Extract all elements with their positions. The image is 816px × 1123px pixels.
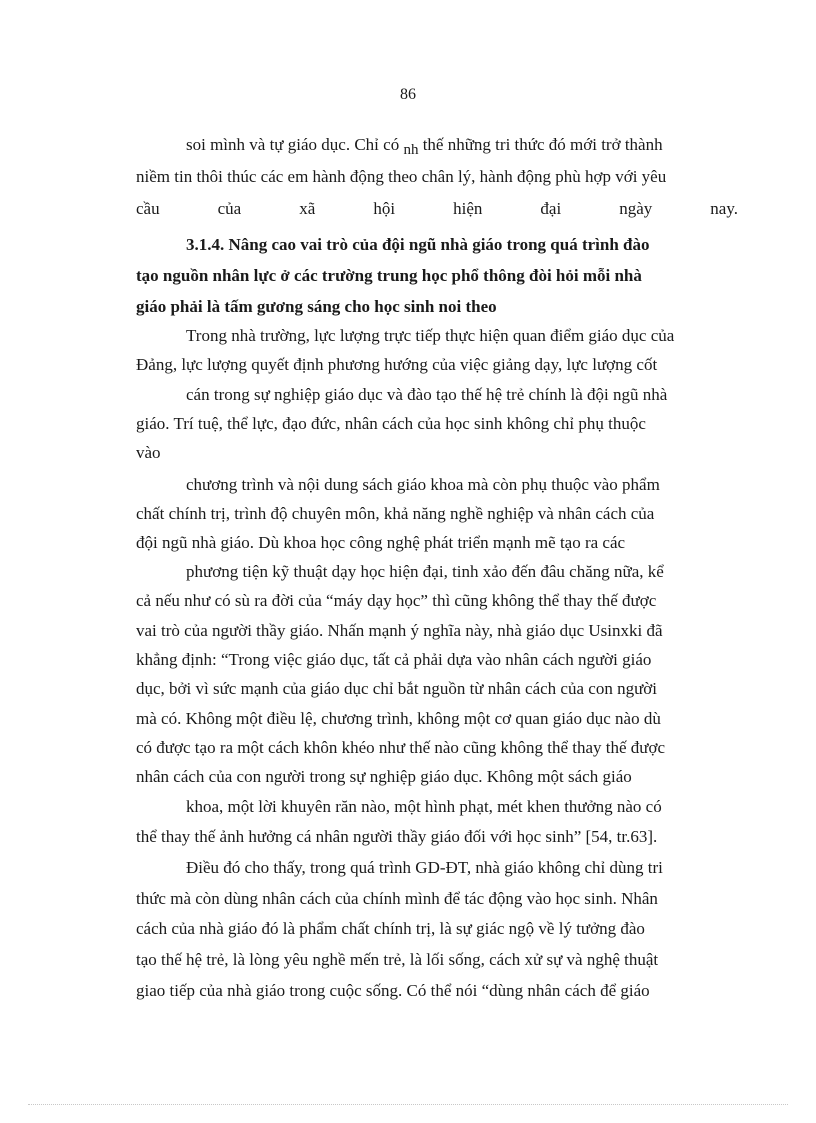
text-line: Trong nhà trường, lực lượng trực tiếp thực hiện quan điểm giáo dục của (186, 326, 675, 345)
text-line: đội ngũ nhà giáo. Dù khoa học công nghệ phát triển mạnh mẽ tạo ra các (136, 533, 626, 552)
word: cầu (136, 199, 160, 218)
word: xã (299, 199, 316, 218)
text-line: tạo thế hệ trẻ, là lòng yêu nghề mến trẻ, là lối sống, cách xử sự và nghệ thuật (136, 950, 659, 969)
word: hội (373, 199, 396, 218)
text-line: dục, bởi vì sức mạnh của giáo dục chỉ bắt nguồn từ nhân cách của con người (136, 679, 657, 698)
word: nay. (710, 199, 738, 218)
page-number: 86 (400, 86, 416, 103)
text-line: cán trong sự nghiệp giáo dục và đào tạo thế hệ trẻ chính là đội ngũ nhà (186, 385, 668, 404)
text-line: chất chính trị, trình độ chuyên môn, khả năng nghề nghiệp và nhân cách của (136, 504, 655, 523)
text-span: soi mình và tự giáo dục. Chỉ có (186, 135, 400, 154)
text-line: thức mà còn dùng nhân cách của chính mình để tác động vào học sinh. Nhân (136, 889, 658, 908)
word: hiện (453, 199, 483, 218)
text-line: khẳng định: “Trong việc giáo dục, tất cả phải dựa vào nhân cách người giáo (136, 650, 652, 669)
text-fragment: nh (403, 142, 419, 158)
text-line: Điều đó cho thấy, trong quá trình GD-ĐT, nhà giáo không chỉ dùng tri (186, 858, 663, 877)
text-line: giáo. Trí tuệ, thể lực, đạo đức, nhân cách của học sinh không chỉ phụ thuộc (136, 414, 646, 433)
text-line (186, 134, 663, 157)
section-heading: giáo phải là tấm gương sáng cho học sinh noi theo (136, 297, 497, 316)
section-heading: tạo nguồn nhân lực ở các trường trung học phổ thông đòi hỏi mỗi nhà (136, 266, 642, 285)
text-line: vai trò của người thầy giáo. Nhấn mạnh ý nghĩa này, nhà giáo dục Usinxki đã (136, 621, 663, 640)
word: ngày (619, 199, 653, 218)
text-span: thế những tri thức đó mới trở thành (418, 135, 663, 154)
text-line: cách của nhà giáo đó là phẩm chất chính trị, là sự giác ngộ về lý tưởng đào (136, 919, 645, 938)
text-line: thể thay thế ảnh hưởng cá nhân người thầy giáo đối với học sinh” [54, tr.63]. (136, 827, 658, 846)
page-bottom-rule (28, 1104, 788, 1105)
text-line: Đảng, lực lượng quyết định phương hướng của việc giảng dạy, lực lượng cốt (136, 355, 658, 374)
text-line: chương trình và nội dung sách giáo khoa mà còn phụ thuộc vào phẩm (186, 475, 660, 494)
text-line-justified (136, 198, 738, 220)
word: đại (540, 199, 562, 218)
text-line: phương tiện kỹ thuật dạy học hiện đại, tinh xảo đến đâu chăng nữa, kể (186, 562, 664, 581)
text-line: có được tạo ra một cách khôn khéo như thế nào cũng không thể thay thế được (136, 738, 666, 757)
text-line: cả nếu như có sù ra đời của “máy dạy học” thì cũng không thể thay thế được (136, 591, 657, 610)
text-line: nhân cách của con người trong sự nghiệp giáo dục. Không một sách giáo (136, 767, 632, 786)
text-line: niềm tin thôi thúc các em hành động theo chân lý, hành động phù hợp với yêu (136, 167, 667, 186)
text-line: khoa, một lời khuyên răn nào, một hình phạt, mét khen thưởng nào có (186, 797, 662, 816)
text-line: giao tiếp của nhà giáo trong cuộc sống. Có thể nói “dùng nhân cách để giáo (136, 981, 650, 1000)
word: của (217, 199, 242, 218)
section-heading: 3.1.4. Nâng cao vai trò của đội ngũ nhà giáo trong quá trình đào (186, 235, 650, 254)
text-line: mà có. Không một điều lệ, chương trình, không một cơ quan giáo dục nào dù (136, 709, 661, 728)
text-line: vào (136, 443, 161, 462)
